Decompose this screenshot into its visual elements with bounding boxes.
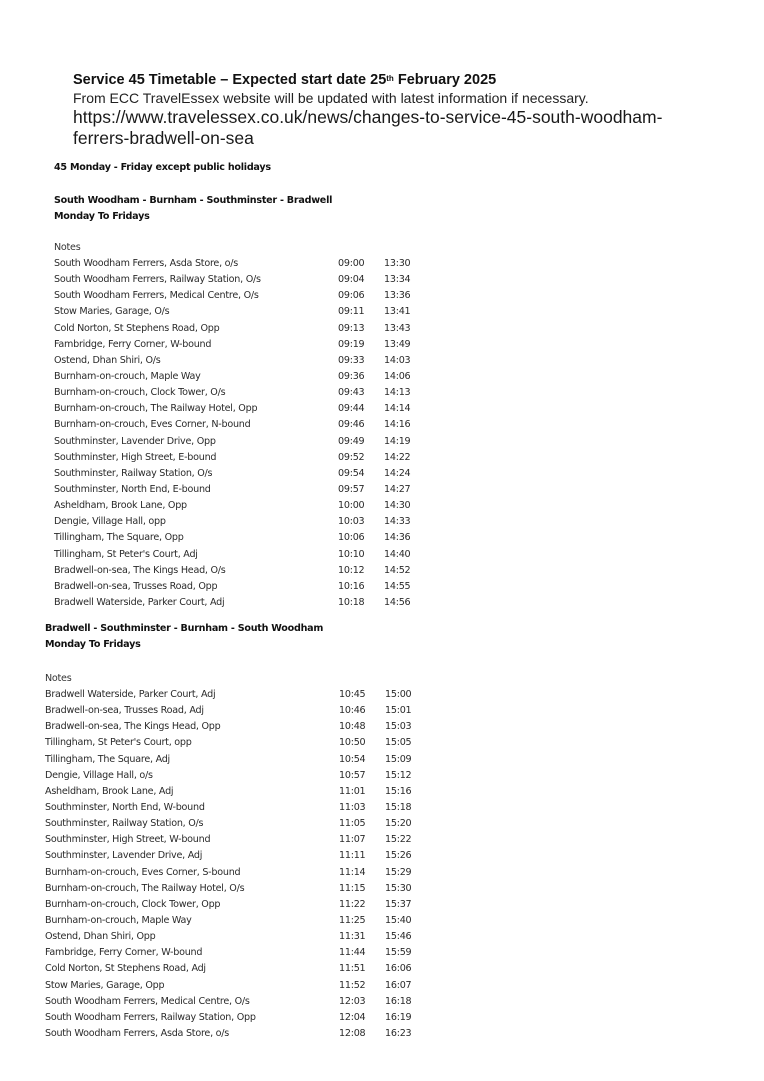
timetable-row (45, 945, 431, 961)
stop-name: Burnham-on-crouch, Maple Way (45, 914, 192, 926)
stop-name: Southminster, Lavender Drive, Adj (45, 850, 203, 862)
timetable-row (54, 401, 430, 417)
departure-time-1: 10:18 (338, 596, 365, 608)
departure-time-2: 14:06 (384, 370, 411, 382)
departure-time-1: 09:46 (338, 419, 365, 431)
departure-time-1: 11:22 (339, 898, 366, 910)
stop-name: Burnham-on-crouch, Clock Tower, O/s (54, 387, 226, 399)
departure-time-2: 13:43 (384, 322, 411, 334)
departure-time-2: 14:52 (384, 564, 411, 576)
timetable-row (54, 417, 430, 433)
stop-name: Southminster, High Street, W-bound (45, 834, 211, 846)
stop-name: Bradwell-on-sea, Trusses Road, Adj (45, 705, 204, 717)
departure-time-2: 13:49 (384, 338, 411, 350)
departure-time-2: 13:30 (384, 258, 411, 269)
departure-time-2: 14:30 (384, 500, 411, 512)
stop-name: Burnham-on-crouch, Clock Tower, Opp (45, 898, 221, 910)
timetable-row (54, 595, 430, 611)
departure-time-1: 10:06 (338, 532, 365, 544)
source-url-line-2: ferrers-bradwell-on-sea (73, 128, 254, 148)
stop-name: Cold Norton, St Stephens Road, Opp (54, 322, 220, 334)
timetable-row (45, 687, 431, 703)
stop-name: Southminster, North End, E-bound (54, 483, 211, 495)
departure-time-2: 15:03 (385, 721, 412, 733)
title-suffix: February 2025 (393, 72, 497, 88)
departure-time-1: 09:06 (338, 290, 365, 302)
stop-name: Southminster, North End, W-bound (45, 801, 205, 813)
timetable-row (45, 929, 431, 945)
departure-time-2: 14:24 (384, 467, 411, 479)
timetable-row (45, 848, 431, 864)
departure-time-2: 16:19 (385, 1011, 412, 1023)
departure-time-2: 15:59 (385, 947, 412, 959)
departure-time-2: 15:18 (385, 801, 412, 813)
departure-time-2: 14:55 (384, 580, 411, 592)
timetable-row (45, 784, 431, 800)
title-superscript: th (386, 74, 394, 83)
timetable-row (45, 994, 431, 1010)
timetable-row (45, 735, 431, 751)
timetable-row (45, 752, 431, 768)
departure-time-1: 10:00 (338, 500, 365, 512)
stop-name: Burnham-on-crouch, The Railway Hotel, Opp (54, 403, 258, 415)
stop-name: Dengie, Village Hall, o/s (45, 769, 153, 781)
departure-time-1: 09:54 (338, 467, 365, 479)
timetable-row (54, 482, 430, 498)
stop-name: Southminster, Railway Station, O/s (45, 818, 204, 830)
departure-time-1: 10:12 (338, 564, 365, 576)
departure-time-2: 14:13 (384, 387, 411, 399)
departure-time-1: 10:45 (339, 689, 366, 700)
departure-time-2: 16:06 (385, 963, 412, 975)
departure-time-2: 14:40 (384, 548, 411, 560)
departure-time-1: 11:25 (339, 914, 366, 926)
stop-name: Ostend, Dhan Shiri, O/s (54, 354, 161, 366)
stop-name: Southminster, Railway Station, O/s (54, 467, 213, 479)
source-url-line-1: https://www.travelessex.co.uk/news/changes-to-service-45-south-woodham- (73, 107, 663, 127)
departure-time-1: 09:43 (338, 387, 365, 399)
timetable-row (45, 897, 431, 913)
departure-time-2: 15:30 (385, 882, 412, 894)
departure-time-2: 14:16 (384, 419, 411, 431)
stop-name: Fambridge, Ferry Corner, W-bound (45, 947, 203, 959)
stop-name: Bradwell-on-sea, The Kings Head, O/s (54, 564, 226, 576)
timetable-row (54, 530, 430, 546)
departure-time-1: 10:10 (338, 548, 365, 560)
departure-time-2: 13:34 (384, 274, 411, 286)
inbound-route-title: Bradwell - Southminster - Burnham - South Woodham (45, 623, 324, 634)
timetable-row (45, 719, 431, 735)
stop-name: Dengie, Village Hall, opp (54, 516, 166, 528)
departure-time-1: 09:49 (338, 435, 365, 447)
stop-name: Asheldham, Brook Lane, Opp (54, 500, 187, 512)
departure-time-2: 13:36 (384, 290, 411, 302)
stop-name: Tillingham, St Peter's Court, opp (45, 737, 192, 749)
departure-time-1: 11:07 (339, 834, 366, 846)
stop-name: Ostend, Dhan Shiri, Opp (45, 931, 156, 943)
stop-name: Asheldham, Brook Lane, Adj (45, 785, 174, 797)
timetable-row (54, 547, 430, 563)
departure-time-1: 10:03 (338, 516, 365, 528)
timetable-row (54, 288, 430, 304)
departure-time-2: 14:36 (384, 532, 411, 544)
stop-name: Fambridge, Ferry Corner, W-bound (54, 338, 212, 350)
timetable-row (54, 579, 430, 595)
departure-time-2: 15:09 (385, 753, 412, 765)
departure-time-1: 10:54 (339, 753, 366, 765)
stop-name: Burnham-on-crouch, Eves Corner, S-bound (45, 866, 241, 878)
departure-time-2: 14:27 (384, 483, 411, 495)
stop-name: South Woodham Ferrers, Asda Store, o/s (45, 1027, 230, 1039)
departure-time-2: 14:19 (384, 435, 411, 447)
timetable-row (45, 703, 431, 719)
timetable-row (54, 434, 430, 450)
departure-time-1: 11:51 (339, 963, 366, 975)
stop-name: South Woodham Ferrers, Medical Centre, O/s (45, 995, 250, 1007)
departure-time-2: 15:37 (385, 898, 412, 910)
departure-time-1: 11:01 (339, 785, 366, 797)
timetable-row (45, 961, 431, 977)
outbound-stop-list (54, 256, 430, 611)
timetable-row (54, 514, 430, 530)
stop-name: Bradwell Waterside, Parker Court, Adj (54, 596, 225, 608)
timetable-row (54, 337, 430, 353)
departure-time-2: 15:01 (385, 705, 412, 717)
service-label: 45 Monday - Friday except public holidays (54, 162, 271, 173)
stop-name: Bradwell-on-sea, The Kings Head, Opp (45, 721, 221, 733)
stop-name: Southminster, Lavender Drive, Opp (54, 435, 216, 447)
departure-time-1: 12:04 (339, 1011, 366, 1023)
departure-time-1: 10:50 (339, 737, 366, 749)
inbound-timetable (45, 621, 431, 1042)
stop-name: South Woodham Ferrers, Asda Store, o/s (54, 258, 239, 269)
departure-time-1: 11:11 (339, 850, 366, 862)
departure-time-2: 16:07 (385, 979, 412, 991)
inbound-days: Monday To Fridays (45, 639, 141, 650)
departure-time-2: 13:41 (384, 306, 411, 318)
stop-name: Burnham-on-crouch, Maple Way (54, 370, 201, 382)
timetable-row (45, 768, 431, 784)
timetable-row (54, 466, 430, 482)
stop-name: South Woodham Ferrers, Railway Station, O/s (54, 274, 261, 286)
stop-name: Bradwell Waterside, Parker Court, Adj (45, 689, 216, 700)
departure-time-1: 09:19 (338, 338, 365, 350)
outbound-days: Monday To Fridays (54, 211, 150, 222)
timetable-row (54, 321, 430, 337)
departure-time-2: 15:20 (385, 818, 412, 830)
timetable-row (45, 816, 431, 832)
outbound-route-title: South Woodham - Burnham - Southminster - Bradwell (54, 195, 333, 206)
departure-time-2: 15:46 (385, 931, 412, 943)
departure-time-1: 10:16 (338, 580, 365, 592)
departure-time-1: 10:48 (339, 721, 366, 733)
departure-time-1: 10:46 (339, 705, 366, 717)
departure-time-1: 11:03 (339, 801, 366, 813)
timetable-row (54, 256, 430, 272)
timetable-row (54, 498, 430, 514)
departure-time-2: 15:26 (385, 850, 412, 862)
timetable-row (54, 563, 430, 579)
departure-time-2: 15:05 (385, 737, 412, 749)
timetable-row (45, 1026, 431, 1042)
departure-time-2: 15:00 (385, 689, 412, 700)
timetable-row (54, 385, 430, 401)
stop-name: Tillingham, St Peter's Court, Adj (54, 548, 198, 560)
timetable-row (45, 1010, 431, 1026)
stop-name: Burnham-on-crouch, The Railway Hotel, O/s (45, 882, 245, 894)
departure-time-1: 12:03 (339, 995, 366, 1007)
departure-time-1: 09:00 (338, 258, 365, 269)
departure-time-2: 15:16 (385, 785, 412, 797)
stop-name: Southminster, High Street, E-bound (54, 451, 217, 463)
departure-time-2: 15:40 (385, 914, 412, 926)
stop-name: Burnham-on-crouch, Eves Corner, N-bound (54, 419, 251, 431)
departure-time-2: 16:23 (385, 1027, 412, 1039)
departure-time-1: 09:57 (338, 483, 365, 495)
stop-name: Bradwell-on-sea, Trusses Road, Opp (54, 580, 218, 592)
stop-name: Cold Norton, St Stephens Road, Adj (45, 963, 206, 975)
timetable-row (45, 832, 431, 848)
departure-time-1: 09:11 (338, 306, 365, 318)
stop-name: Stow Maries, Garage, O/s (54, 306, 170, 318)
timetable-row (45, 978, 431, 994)
departure-time-1: 11:05 (339, 818, 366, 830)
stop-name: South Woodham Ferrers, Railway Station, Opp (45, 1011, 256, 1023)
departure-time-1: 09:33 (338, 354, 365, 366)
departure-time-2: 14:33 (384, 516, 411, 528)
departure-time-2: 14:56 (384, 596, 411, 608)
departure-time-1: 09:52 (338, 451, 365, 463)
title-text: Service 45 Timetable – Expected start date 25 (73, 72, 387, 88)
inbound-stop-list (45, 687, 431, 1042)
departure-time-2: 14:03 (384, 354, 411, 366)
document-title (73, 71, 713, 89)
stop-name: Tillingham, The Square, Adj (45, 753, 170, 765)
document-subtitle: From ECC TravelEssex website will be updated with latest information if necessary. (73, 90, 589, 106)
outbound-notes-label: Notes (54, 242, 81, 253)
inbound-notes-label: Notes (45, 673, 72, 684)
stop-name: Stow Maries, Garage, Opp (45, 979, 165, 991)
departure-time-1: 11:52 (339, 979, 366, 991)
departure-time-1: 09:13 (338, 322, 365, 334)
departure-time-2: 15:22 (385, 834, 412, 846)
departure-time-1: 09:04 (338, 274, 365, 286)
timetable-row (54, 353, 430, 369)
stop-name: Tillingham, The Square, Opp (54, 532, 184, 544)
timetable-row (54, 304, 430, 320)
departure-time-2: 15:29 (385, 866, 412, 878)
departure-time-1: 10:57 (339, 769, 366, 781)
timetable-row (54, 450, 430, 466)
departure-time-1: 11:15 (339, 882, 366, 894)
timetable-row (45, 913, 431, 929)
departure-time-1: 09:44 (338, 403, 365, 415)
departure-time-1: 12:08 (339, 1027, 366, 1039)
timetable-row (45, 800, 431, 816)
departure-time-1: 11:31 (339, 931, 366, 943)
stop-name: South Woodham Ferrers, Medical Centre, O/s (54, 290, 259, 302)
departure-time-1: 11:44 (339, 947, 366, 959)
departure-time-1: 09:36 (338, 370, 365, 382)
timetable-row (45, 881, 431, 897)
departure-time-2: 14:22 (384, 451, 411, 463)
timetable-row (45, 865, 431, 881)
departure-time-2: 14:14 (384, 403, 411, 415)
timetable-row (54, 369, 430, 385)
outbound-timetable (54, 193, 430, 611)
departure-time-2: 15:12 (385, 769, 412, 781)
timetable-row (54, 272, 430, 288)
departure-time-1: 11:14 (339, 866, 366, 878)
departure-time-2: 16:18 (385, 995, 412, 1007)
document-header (73, 71, 713, 149)
